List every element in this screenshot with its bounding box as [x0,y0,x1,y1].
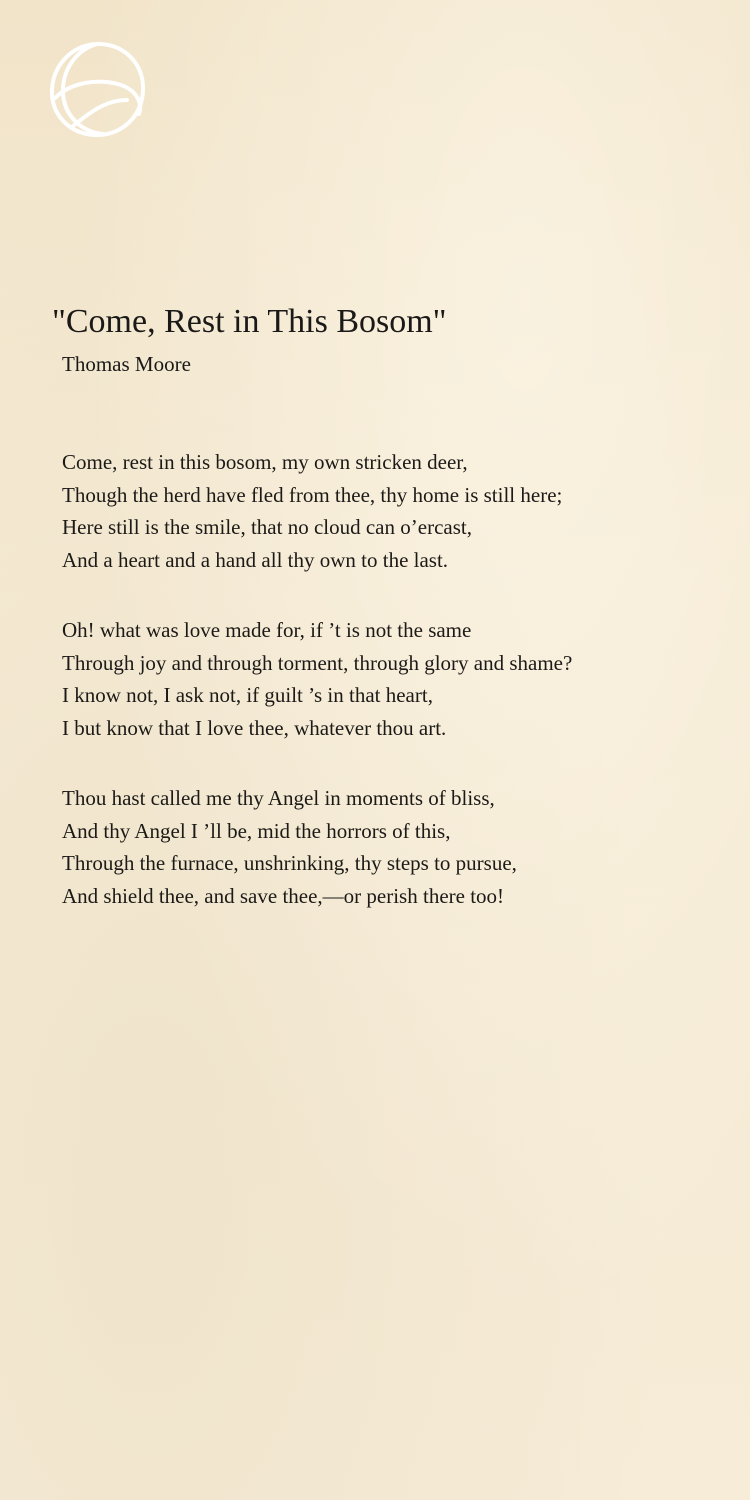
poem-line: And thy Angel I ’ll be, mid the horrors of this, [62,818,451,843]
poem-line: Through the furnace, unshrinking, thy steps to pursue, [62,851,517,875]
poem-body [62,446,732,950]
poem-line: I know not, I ask not, if guilt ’s in that heart, [62,683,433,707]
poem-line: Here still is the smile, that no cloud can o’ercast, [62,515,472,539]
poem-line: Oh! what was love made for, if ’t is not the same [62,618,472,642]
stanza-3 [62,782,732,912]
poem-line: And a heart and a hand all thy own to the last. [62,547,449,572]
stanza-2 [62,614,732,744]
poem-author: Thomas Moore [62,352,191,376]
poem-line: And shield thee, and save thee,—or perish there too! [62,883,505,908]
stanza-1 [62,446,732,576]
poem-line: I but know that I love thee, whatever thou art. [62,715,447,740]
poem-header [52,300,712,378]
poem-line: Through joy and through torment, through glory and shame? [62,650,573,675]
poem-line: Though the herd have fled from thee, thy home is still here; [62,482,563,507]
poem-line: Thou hast called me thy Angel in moments of bliss, [62,786,495,810]
poem-line: Come, rest in this bosom, my own stricken deer, [62,450,468,474]
circle-logo-icon[interactable] [43,38,151,142]
poem-title: "Come, Rest in This Bosom" [52,303,447,340]
